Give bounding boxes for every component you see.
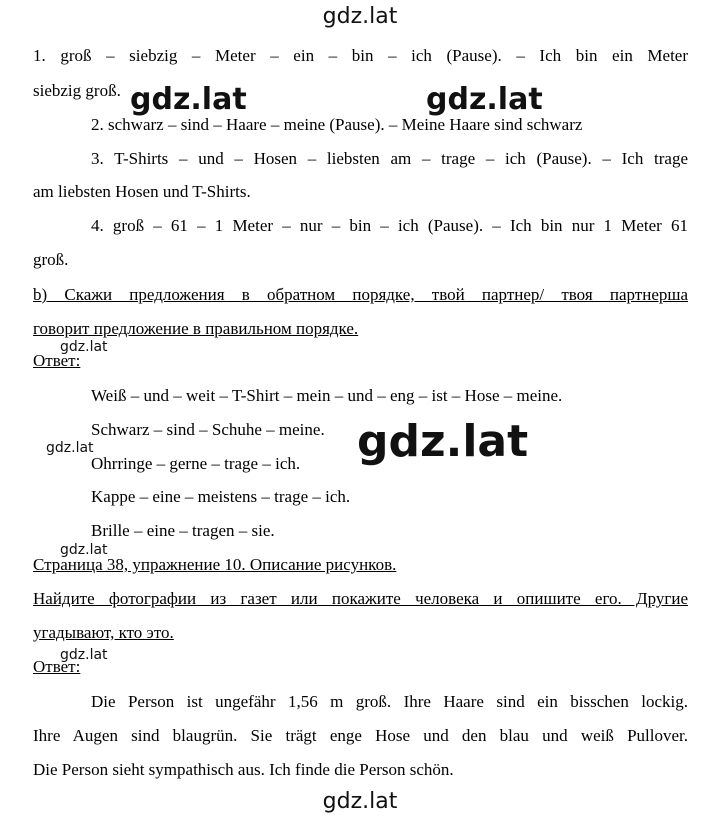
sentence-3-line-2: am liebsten Hosen und T-Shirts. xyxy=(33,182,251,201)
answer-label-b: Ответ: xyxy=(33,351,81,370)
watermark-small-4: gdz.lat xyxy=(60,647,108,663)
watermark-bottom: gdz.lat xyxy=(322,789,398,814)
exercise-10-task-line-1: Найдите фотографии из газет или покажите человека и опишите его. Другие xyxy=(33,589,688,608)
watermark-mid-2: gdz.lat xyxy=(426,82,543,117)
description-line-1: Die Person ist ungefähr 1,56 m groß. Ihre Haare sind ein bisschen lockig. xyxy=(91,692,688,711)
sentence-1-line-1: 1. groß – siebzig – Meter – ein – bin – ich (Pause). – Ich bin ein Meter xyxy=(33,46,688,65)
watermark-small-2: gdz.lat xyxy=(46,440,94,456)
sentence-4-line-1: 4. groß – 61 – 1 Meter – nur – bin – ich (Pause). – Ich bin nur 1 Meter 61 xyxy=(91,216,688,235)
sentence-2: 2. schwarz – sind – Haare – meine (Pause). – Meine Haare sind schwarz xyxy=(91,115,583,134)
answer-item-2: Schwarz – sind – Schuhe – meine. xyxy=(91,420,325,439)
exercise-10-task-line-2: угадывают, кто это. xyxy=(33,623,174,642)
watermark-mid-1: gdz.lat xyxy=(130,82,247,117)
description-line-2: Ihre Augen sind blaugrün. Sie trägt enge Hose und den blau und weiß Pullover. xyxy=(33,726,688,745)
answer-item-4: Kappe – eine – meistens – trage – ich. xyxy=(91,487,351,506)
task-b-line-2: говорит предложение в правильном порядке. xyxy=(33,319,359,338)
answer-label-10: Ответ: xyxy=(33,657,81,676)
watermark-big: gdz.lat xyxy=(357,416,529,467)
task-b-line-1: b) Скажи предложения в обратном порядке, твой партнер/ твоя партнерша xyxy=(33,285,688,304)
description-line-3: Die Person sieht sympathisch aus. Ich finde die Person schön. xyxy=(33,760,454,779)
answer-item-5: Brille – eine – tragen – sie. xyxy=(91,521,275,540)
sentence-4-line-2: groß. xyxy=(33,250,69,269)
watermark-small-3: gdz.lat xyxy=(60,542,108,558)
sentence-3-line-1: 3. T-Shirts – und – Hosen – liebsten am – trage – ich (Pause). – Ich trage xyxy=(91,149,688,168)
sentence-1-line-2: siebzig groß. xyxy=(33,81,121,100)
watermark-top: gdz.lat xyxy=(322,4,398,29)
watermark-small-1: gdz.lat xyxy=(60,339,108,355)
exercise-10-heading: Страница 38, упражнение 10. Описание рисунков. xyxy=(33,555,397,574)
answer-item-3: Ohrringe – gerne – trage – ich. xyxy=(91,454,301,473)
answer-item-1: Weiß – und – weit – T-Shirt – mein – und – eng – ist – Hose – meine. xyxy=(91,386,563,405)
